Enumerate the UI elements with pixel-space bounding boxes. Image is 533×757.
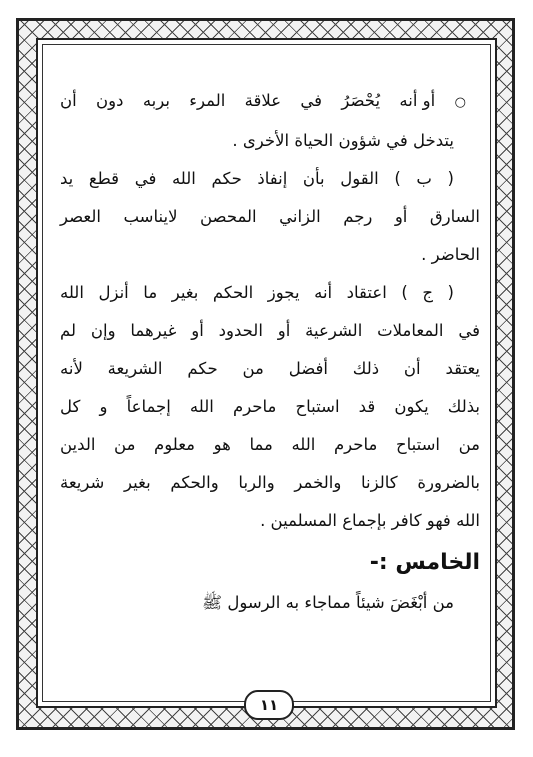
text-line-10: من استباح ماحرم الله مما هو معلوم من الدين bbox=[60, 435, 480, 454]
circle-bullet-icon: ○ bbox=[454, 95, 481, 110]
text-line-final: من أبْغَضَ شيئاً مماجاء به الرسول ﷺ bbox=[202, 593, 454, 612]
page-body bbox=[60, 82, 480, 622]
page-number: ١١ bbox=[244, 690, 294, 720]
text-line-11: بالضرورة كالزنا والخمر والربا والحكم بغير شريعة bbox=[60, 473, 480, 492]
text-line-7: في المعاملات الشرعية أو الحدود أو غيرهما وإن لم bbox=[60, 321, 480, 340]
text-line-6: ( ج ) اعتقاد أنه يجوز الحكم بغير ما أنزل الله bbox=[60, 283, 454, 302]
text-line-1: ○ أو أنه يُحْصَرُ في علاقة المرء بربه دون أن bbox=[60, 91, 481, 110]
section-heading: الخامس :- bbox=[369, 550, 480, 575]
text-line-3: ( ب ) القول بأن إنفاذ حكم الله في قطع يد bbox=[60, 169, 454, 188]
text-line-8: يعتقد أن ذلك أفضل من حكم الشريعة لأنه bbox=[60, 359, 480, 378]
text-line-5: الحاضر . bbox=[421, 245, 480, 264]
text-line-4: السارق أو رجم الزاني المحصن لايناسب العصر bbox=[60, 207, 480, 226]
text-line-9: بذلك يكون قد استباح ماحرم الله إجماعاً و كل bbox=[60, 397, 480, 416]
text-line-2: يتدخل في شؤون الحياة الأخرى . bbox=[232, 131, 454, 150]
text-line-12: الله فهو كافر بإجماع المسلمين . bbox=[260, 511, 480, 530]
